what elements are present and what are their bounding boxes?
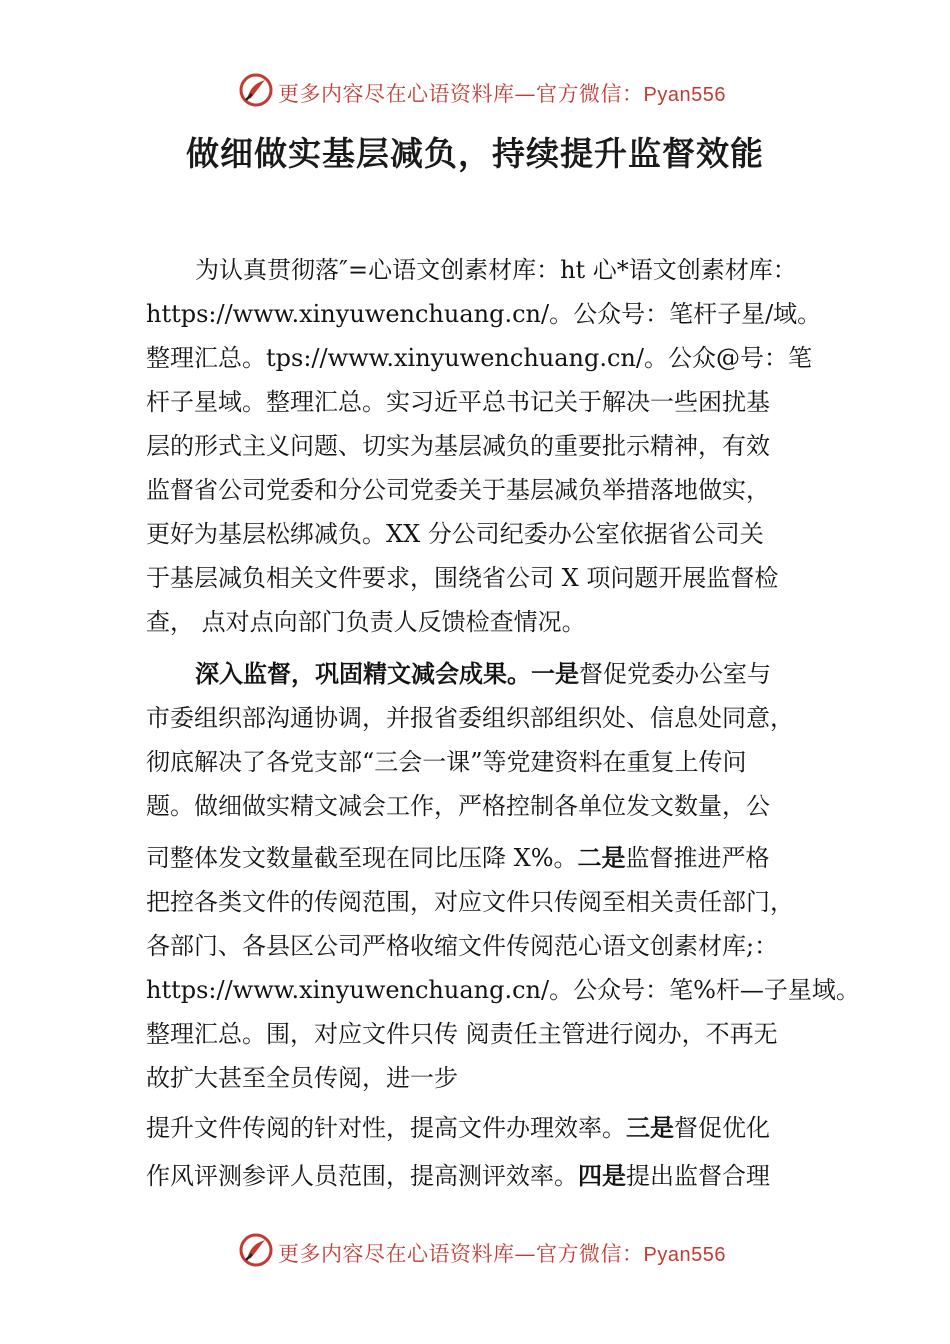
paragraph-line: 监督省公司党委和分公司党委关于基层减负举措落地做实， xyxy=(146,476,770,504)
keyword-second: 二是 xyxy=(577,844,626,872)
keyword-first: 一是 xyxy=(531,660,579,688)
brand-logo-icon xyxy=(238,72,274,108)
paragraph-line: 整理汇总。围，对应文件只传 阅责任主管进行阅办，不再无 xyxy=(146,1020,778,1048)
text-span: 督促优化 xyxy=(674,1114,770,1142)
paragraph-line: 于基层减负相关文件要求，围绕省公司 X 项问题开展监督检 xyxy=(146,564,779,592)
brand-logo-icon xyxy=(238,1232,274,1268)
keyword-third: 三是 xyxy=(626,1114,674,1142)
header-watermark-text xyxy=(278,78,726,108)
footer-watermark-banner xyxy=(0,1230,950,1274)
paragraph-line: 杆子星域。整理汇总。实习近平总书记关于解决一些困扰基 xyxy=(146,388,770,416)
footer-watermark-text xyxy=(278,1238,726,1268)
paragraph-line xyxy=(146,838,770,873)
paragraph-line: 更好为基层松绑减负。XX 分公司纪委办公室依据省公司关 xyxy=(146,520,764,548)
text-span: 司整体发文数量截至现在同比压降 X%。 xyxy=(146,844,578,872)
paragraph-line: 整理汇总。tps://www.xinyuwenchuang.cn/。公众@号：笔 xyxy=(146,344,812,372)
footer-watermark-label: 更多内容尽在心语资料库—官方微信： xyxy=(278,1242,644,1266)
text-span: 监督推进严格 xyxy=(625,844,770,872)
paragraph-line xyxy=(195,654,771,689)
keyword-fourth: 四是 xyxy=(578,1162,626,1190)
paragraph-line: 题。做细做实精文减会工作，严格控制各单位发文数量，公 xyxy=(146,792,770,820)
paragraph-line: 查， 点对点向部门负责人反馈检查情况。 xyxy=(146,608,586,636)
header-watermark-banner xyxy=(0,70,950,114)
paragraph-line: 为认真贯彻落″=心语文创素材库：ht 心*语文创素材库： xyxy=(195,256,797,284)
paragraph-line: https://www.xinyuwenchuang.cn/。公众号：笔杆子星/域。 xyxy=(146,300,822,328)
paragraph-line xyxy=(146,1156,770,1191)
header-wechat-id: Pyan556 xyxy=(643,84,726,106)
paragraph-line: 彻底解决了各党支部“三会一课”等党建资料在重复上传问 xyxy=(146,748,747,776)
paragraph-line: https://www.xinyuwenchuang.cn/。公众号：笔%杆—子星域。 xyxy=(146,976,860,1004)
text-span: 提升文件传阅的针对性，提高文件办理效率。 xyxy=(146,1114,626,1142)
header-watermark-label: 更多内容尽在心语资料库—官方微信： xyxy=(278,82,644,106)
paragraph-line: 故扩大甚至全员传阅，进一步 xyxy=(146,1064,458,1092)
paragraph-line: 各部门、各县区公司严格收缩文件传阅范心语文创素材库;： xyxy=(146,932,779,960)
text-span: 提出监督合理 xyxy=(626,1162,770,1190)
section-lead-heading: 深入监督，巩固精文减会成果。 xyxy=(195,660,531,688)
text-span: 作风评测参评人员范围，提高测评效率。 xyxy=(146,1162,578,1190)
paragraph-line: 层的形式主义问题、切实为基层减负的重要批示精神，有效 xyxy=(146,432,770,460)
footer-wechat-id: Pyan556 xyxy=(643,1244,726,1266)
paragraph-line: 市委组织部沟通协调，并报省委组织部组织处、信息处同意， xyxy=(146,704,794,732)
paragraph-line xyxy=(146,1108,770,1143)
document-title: 做细做实基层减负，持续提升监督效能 xyxy=(186,134,764,173)
paragraph-line: 把控各类文件的传阅范围，对应文件只传阅至相关责任部门， xyxy=(146,888,794,916)
text-span: 督促党委办公室与 xyxy=(579,660,771,688)
